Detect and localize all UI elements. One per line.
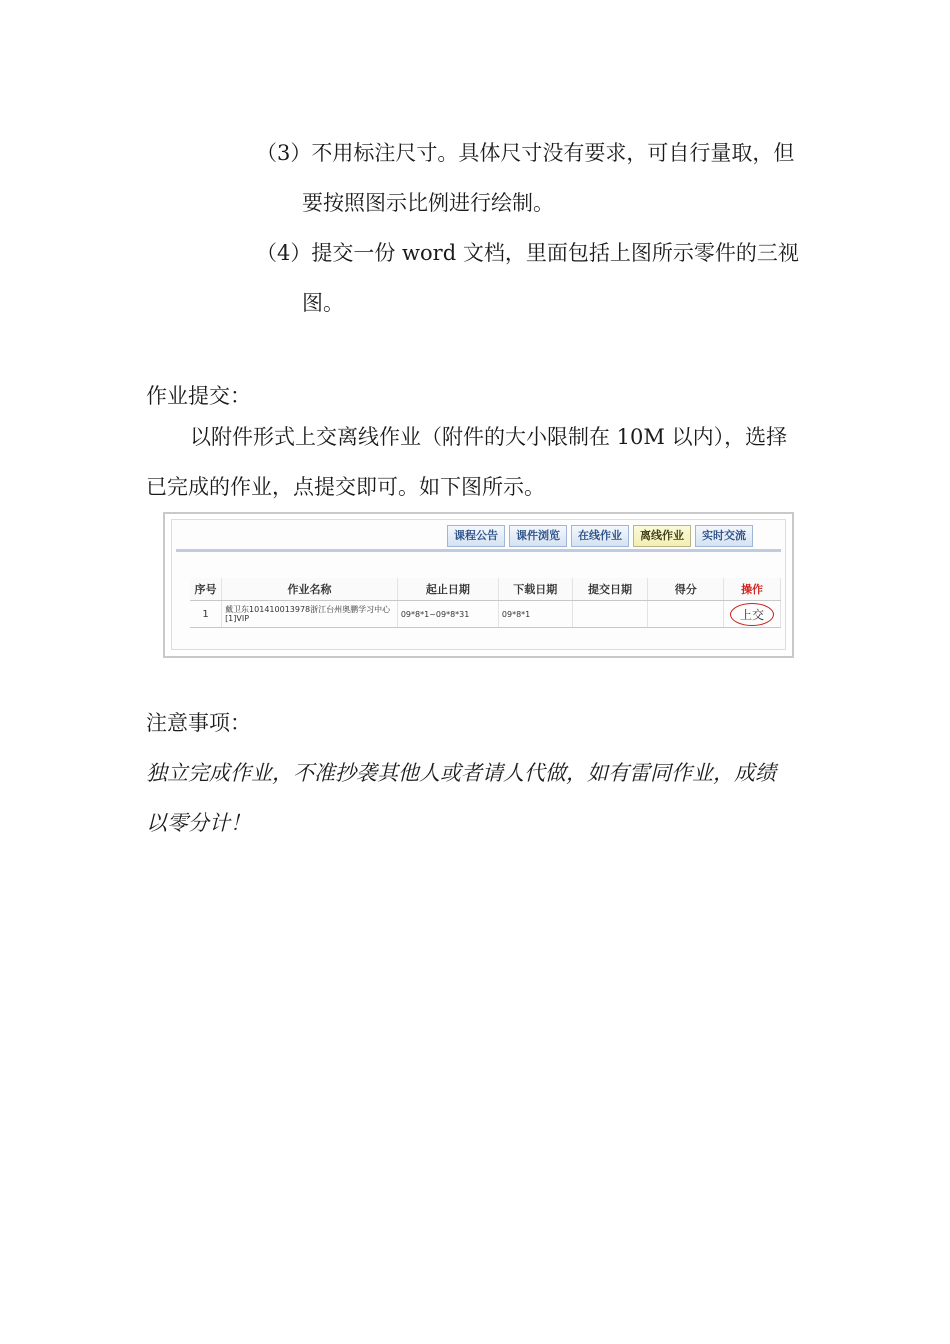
requirement-3-line1 [256,139,794,167]
course-tabs [447,525,753,549]
requirement-3-text: 不用标注尺寸。具体尺寸没有要求，可自行量取，但 [311,141,795,165]
offline-homework-screenshot [163,512,794,658]
col-header-action: 操作 [724,578,781,601]
homework-table [190,578,781,628]
submission-paragraph-line1: 以附件形式上交离线作业（附件的大小限制在 10M 以内），选择 [190,425,788,449]
screenshot-panel [171,519,786,650]
col-header-score: 得分 [648,578,724,601]
col-header-index: 序号 [190,578,222,601]
tab-course-announcement[interactable]: 课程公告 [447,525,505,547]
tab-offline-homework[interactable]: 离线作业 [633,525,691,547]
cell-homework-name: 戴卫东1014100139​78浙江台州奥鹏学习中心[1]VIP [222,601,398,628]
notes-line2: 以零分计！ [146,811,251,835]
tab-online-homework[interactable]: 在线作业 [571,525,629,547]
submit-homework-button[interactable]: 上交 [730,603,774,626]
cell-score [648,601,724,628]
table-header-row [190,578,781,601]
tab-divider [176,549,781,552]
requirement-4-prefix: （4） [256,241,312,265]
requirement-4-line1 [256,239,799,267]
tab-live-chat[interactable]: 实时交流 [695,525,753,547]
requirement-3-prefix: （3） [256,141,312,165]
col-header-period: 起止日期 [397,578,498,601]
cell-submit-date [572,601,648,628]
cell-action [724,601,781,628]
col-header-submit-date: 提交日期 [572,578,648,601]
cell-period: 09*8*1~09*8*31 [397,601,498,628]
submission-heading: 作业提交： [146,384,251,408]
table-row [190,601,781,628]
submission-paragraph-line2: 已完成的作业，点提交即可。如下图所示。 [146,475,545,499]
tab-courseware-browse[interactable]: 课件浏览 [509,525,567,547]
cell-download-date: 09*8*1 [498,601,572,628]
cell-index: 1 [190,601,222,628]
requirement-3-line2: 要按照图示比例进行绘制。 [302,191,554,215]
col-header-download-date: 下载日期 [498,578,572,601]
col-header-name: 作业名称 [222,578,398,601]
notes-heading: 注意事项： [146,711,251,735]
notes-line1: 独立完成作业，不准抄袭其他人或者请人代做，如有雷同作业，成绩 [146,761,776,785]
requirement-4-text: 提交一份 word 文档，里面包括上图所示零件的三视 [311,241,799,265]
requirement-4-line2: 图。 [302,291,344,315]
